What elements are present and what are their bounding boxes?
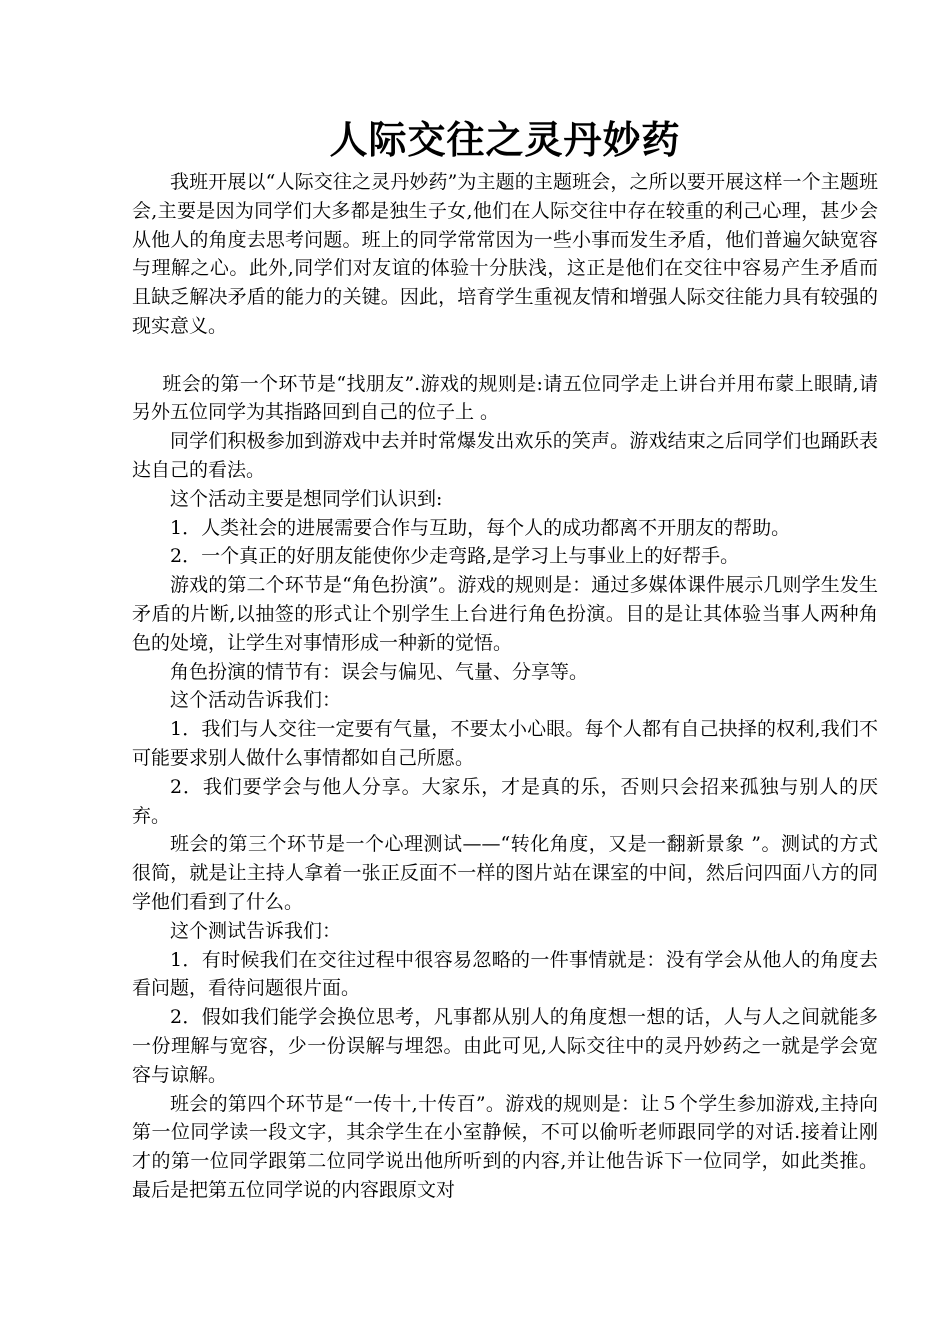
document-page: [132, 112, 878, 1205]
list-item-third-activity-1: 1．有时候我们在交往过程中很容易忽略的一件事情就是：没有学会从他人的角度去看问题，看待问题很片面。: [132, 948, 878, 1000]
list-item-second-activity-2: 2．我们要学会与他人分享。大家乐，才是真的乐，否则只会招来孤独与别人的厌弃。: [132, 775, 878, 827]
paragraph-second-activity-lesson: 这个活动告诉我们：: [170, 689, 342, 712]
paragraph-first-activity: 班会的第一个环节是“找朋友”.游戏的规则是:请五位同学走上讲台并用布蒙上眼睛,请另外五位同学为其指路回到自己的位子上 。: [132, 372, 878, 424]
paragraph-intro: 我班开展以“人际交往之灵丹妙药”为主题的主题班会，之所以要开展这样一个主题班会,主要是因为同学们大多都是独生子女,他们在人际交往中存在较重的利己心理，甚少会从他人的角度去思考问题。班上的同学常常因为一些小事而发生矛盾，他们普遍欠缺宽容与理解之心。此外,同学们对友谊的体验十分肤浅，这正是他们在交往中容易产生矛盾而且缺乏解决矛盾的能力的关键。因此，培育学生重视友情和增强人际交往能力具有较强的现实意义。: [132, 171, 878, 337]
paragraph-third-activity-lesson: 这个测试告诉我们：: [170, 919, 342, 942]
paragraph-fourth-activity: 班会的第四个环节是“一传十,十传百”。游戏的规则是：让５个学生参加游戏,主持向第一位同学读一段文字，其余学生在小室静候，不可以偷听老师跟同学的对话.接着让刚才的第一位同学跟第二位同学说出他所听到的内容,并让他告诉下一位同学，如此类推。最后是把第五位同学说的内容跟原文对: [132, 1092, 878, 1201]
list-item-second-activity-1: 1．我们与人交往一定要有气量，不要太小心眼。每个人都有自己抉择的权利,我们不可能要求别人做什么事情都如自己所愿。: [132, 718, 878, 769]
paragraph-role-play-plots: 角色扮演的情节有：误会与偏见、气量、分享等。: [170, 660, 589, 683]
document-body: [132, 168, 878, 1205]
paragraph-third-activity: 班会的第三个环节是一个心理测试——“转化角度，又是一翻新景象 ”。测试的方式很简，就是让主持人拿着一张正反面不一样的图片站在课室的中间，然后问四面八方的同学他们看到了什么。: [132, 833, 878, 913]
document-title: 人际交往之灵丹妙药: [329, 117, 681, 162]
list-item-first-activity-2: 2．一个真正的好朋友能使你少走弯路,是学习上与事业上的好帮手。: [170, 545, 740, 568]
paragraph-second-activity: 游戏的第二个环节是“角色扮演”。游戏的规则是：通过多媒体课件展示几则学生发生矛盾的片断,以抽签的形式让个别学生上台进行角色扮演。目的是让其体验当事人两种角色的处境，让学生对事情形成一种新的觉悟。: [132, 574, 878, 654]
blank-line: [132, 341, 878, 370]
list-item-first-activity-1: 1．人类社会的进展需要合作与互助，每个人的成功都离不开朋友的帮助。: [170, 516, 791, 539]
list-item-third-activity-2: 2．假如我们能学会换位思考，凡事都从别人的角度想一想的话，人与人之间就能多一份理解与宽容，少一份误解与埋怨。由此可见,人际交往中的灵丹妙药之一就是学会宽容与谅解。: [132, 1006, 878, 1086]
paragraph-first-activity-result: 同学们积极参加到游戏中去并时常爆发出欢乐的笑声。游戏结束之后同学们也踊跃表达自己的看法。: [132, 430, 878, 481]
paragraph-first-activity-purpose: 这个活动主要是想同学们认识到:: [170, 487, 443, 510]
